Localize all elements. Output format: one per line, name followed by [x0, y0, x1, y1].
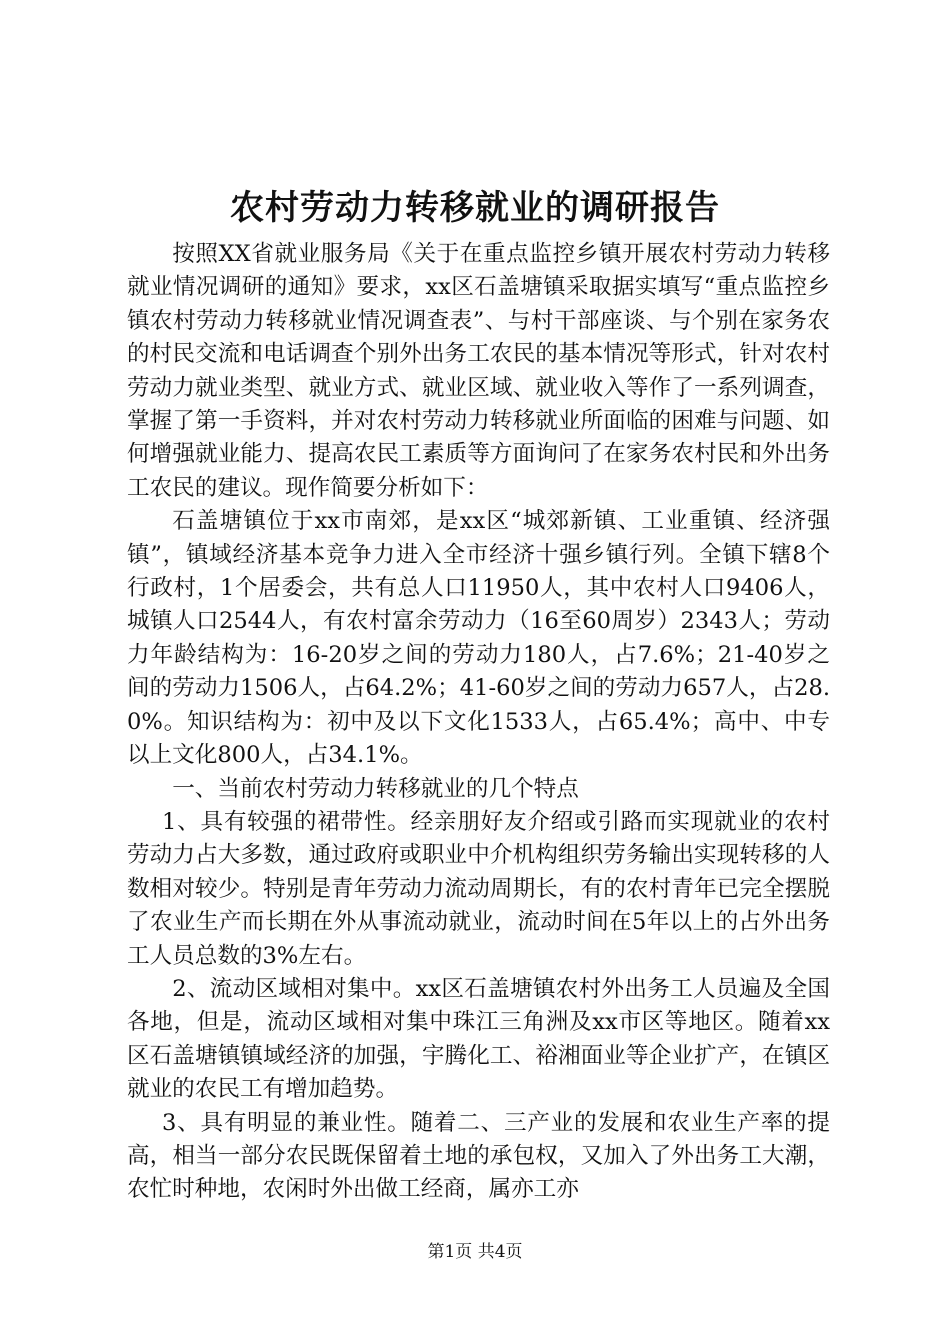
page-number: 第1页 共4页	[427, 1242, 523, 1262]
paragraph-point-3: 3、具有明显的兼业性。随着二、三产业的发展和农业生产率的提高，相当一部分农民既保留着土地的承包权，又加入了外出务工大潮，农忙时种地，农闲时外出做工经商，属亦工亦	[127, 1109, 830, 1203]
paragraph-town-overview: 石盖塘镇位于xx市南郊，是xx区“城郊新镇、工业重镇、经济强镇”，镇域经济基本竞争力进入全市经济十强乡镇行列。全镇下辖8个行政村，1个居委会，共有总人口11950人，其中农村人口9406人，城镇人口2544人，有农村富余劳动力（16至60周岁）2343人；劳动力年龄结构为：16-20岁之间的劳动力180人，占7.6%；21-40岁之间的劳动力1506人，占64.2%；41-60岁之间的劳动力657人，占28.0%。知识结构为：初中及以下文化1533人，占65.4%；高中、中专以上文化800人，占34.1%。	[127, 508, 830, 769]
document-body	[127, 238, 830, 1207]
paragraph-intro: 按照XX省就业服务局《关于在重点监控乡镇开展农村劳动力转移就业情况调研的通知》要求，xx区石盖塘镇采取据实填写“重点监控乡镇农村劳动力转移就业情况调查表”、与村干部座谈、与个别在家务农的村民交流和电话调查个别外出务工农民的基本情况等形式，针对农村劳动力就业类型、就业方式、就业区域、就业收入等作了一系列调查，掌握了第一手资料，并对农村劳动力转移就业所面临的困难与问题、如何增强就业能力、提高农民工素质等方面询问了在家务农村民和外出务工农民的建议。现作简要分析如下：	[127, 241, 830, 501]
paragraph-point-2: 2、流动区域相对集中。xx区石盖塘镇农村外出务工人员遍及全国各地，但是，流动区域相对集中珠江三角洲及xx市区等地区。随着xx区石盖塘镇镇域经济的加强，宇腾化工、裕湘面业等企业扩产，在镇区就业的农民工有增加趋势。	[127, 975, 830, 1103]
document-title: 农村劳动力转移就业的调研报告	[230, 188, 720, 228]
paragraph-point-1: 1、具有较强的裙带性。经亲朋好友介绍或引路而实现就业的农村劳动力占大多数，通过政府或职业中介机构组织劳务输出实现转移的人数相对较少。特别是青年劳动力流动周期长，有的农村青年已完全摆脱了农业生产而长期在外从事流动就业，流动时间在5年以上的占外出务工人员总数的3%左右。	[127, 808, 830, 969]
section-heading: 一、当前农村劳动力转移就业的几个特点	[172, 775, 579, 802]
